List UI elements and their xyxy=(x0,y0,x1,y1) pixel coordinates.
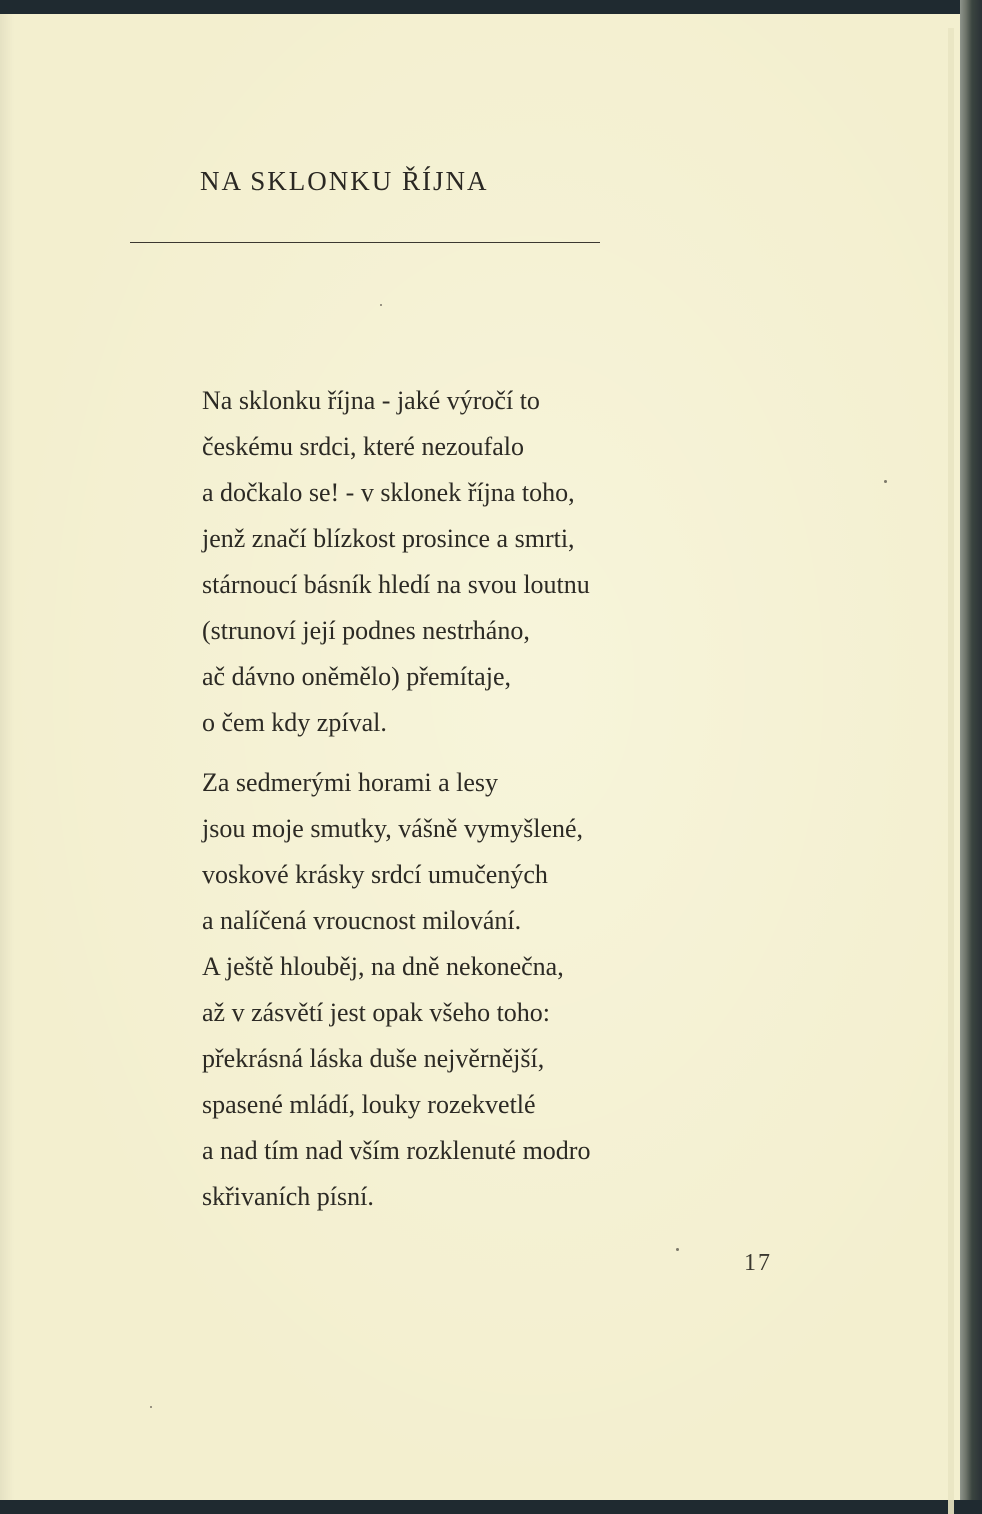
title-rule xyxy=(130,242,600,243)
book-cover-edge xyxy=(960,0,982,1500)
stanza-1 xyxy=(202,378,590,746)
poem-title: NA SKLONKU ŘÍJNA xyxy=(200,166,489,196)
stanza-2 xyxy=(202,760,590,1220)
poem-line: Na sklonku října - jaké výročí to xyxy=(202,386,540,415)
poem-line: ač dávno oněmělo) přemítaje, xyxy=(202,662,511,691)
poem-line: (strunoví její podnes nestrháno, xyxy=(202,616,530,645)
poem-line: a nad tím nad vším rozklenuté modro xyxy=(202,1136,591,1165)
poem-line: jsou moje smutky, vášně vymyšlené, xyxy=(202,814,584,843)
poem-line: překrásná láska duše nejvěrnější, xyxy=(202,1044,545,1073)
poem-line: A ještě hlouběj, na dně nekonečna, xyxy=(202,952,564,981)
paper-speck xyxy=(380,304,382,306)
book-page xyxy=(0,14,968,1500)
poem-line: českému srdci, které nezoufalo xyxy=(202,432,524,461)
poem-line: voskové krásky srdcí umučených xyxy=(202,860,548,889)
poem-line: jenž značí blízkost prosince a smrti, xyxy=(202,524,575,553)
poem-line: a nalíčená vroucnost milování. xyxy=(202,906,522,935)
poem-line: Za sedmerými horami a lesy xyxy=(202,768,499,797)
poem-line: o čem kdy zpíval. xyxy=(202,708,387,737)
poem-line: skřivaních písní. xyxy=(202,1182,374,1211)
paper-speck xyxy=(884,480,887,483)
poem-line: až v zásvětí jest opak všeho toho: xyxy=(202,998,551,1027)
paper-speck xyxy=(676,1248,679,1251)
paper-speck xyxy=(150,1406,152,1408)
poem-line: a dočkalo se! - v sklonek října toho, xyxy=(202,478,575,507)
page-edge-strip xyxy=(948,28,954,1514)
poem-line: spasené mládí, louky rozekvetlé xyxy=(202,1090,536,1119)
poem-line: stárnoucí básník hledí na svou loutnu xyxy=(202,570,590,599)
page-number: 17 xyxy=(744,1250,772,1276)
